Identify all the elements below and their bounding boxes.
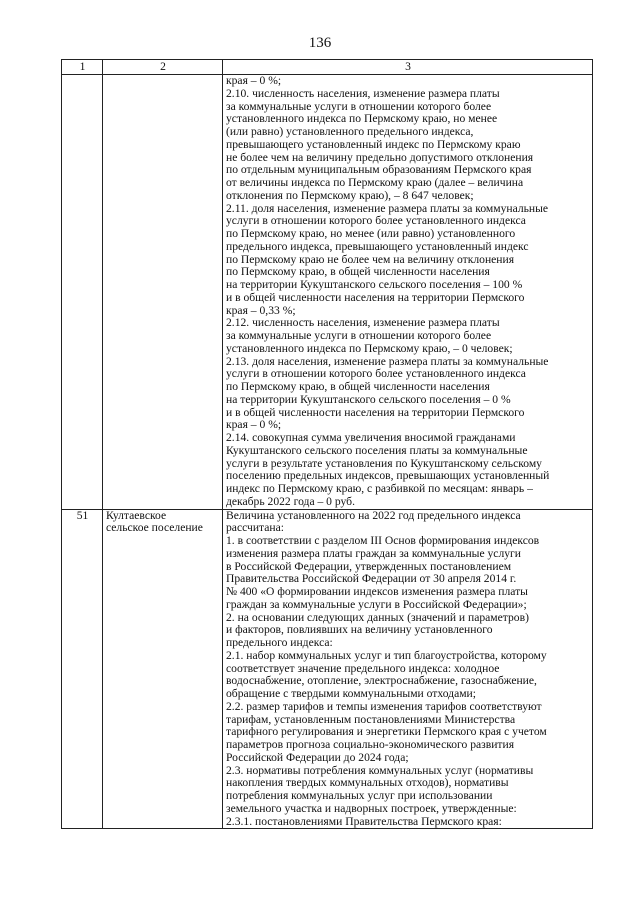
table-body: [62, 60, 593, 829]
description-line: 2.2. размер тарифов и темпы изменения тарифов соответствуют: [226, 699, 542, 713]
description-line: края – 0 %;: [226, 418, 282, 432]
description-line: граждан за коммунальные услуги в Российской Федерации»;: [226, 597, 527, 611]
description-line: не более чем на величину предельно допустимого отклонения: [226, 150, 534, 164]
description-line: 2.3. нормативы потребления коммунальных услуг (нормативы: [226, 763, 534, 777]
description-line: и в общей численности населения на территории Пермского: [226, 405, 525, 419]
description-line: Кукуштанского сельского поселения платы за коммунальные: [226, 443, 528, 457]
column-header-1: 1: [62, 60, 103, 75]
row-number-cell: [62, 75, 103, 510]
description-line: по Пермскому краю, в общей численности населения: [226, 265, 490, 279]
description-line: 2.3.1. постановлениями Правительства Пермского края:: [226, 814, 502, 828]
table-row: [62, 75, 593, 510]
description-line: услуги в результате установления по Кукуштанскому сельскому: [226, 456, 542, 470]
description-line: № 400 «О формировании индексов изменения размера платы: [226, 585, 528, 598]
description-cell: [223, 509, 593, 829]
table-row: [62, 509, 593, 829]
municipality-name-line: Култаевское: [106, 509, 167, 522]
description-line: предельного индекса:: [226, 636, 333, 649]
description-line: параметров прогноза социально-экономического развития: [226, 738, 515, 751]
description-line: за коммунальные услуги в отношении которого более: [226, 329, 492, 342]
row-number-cell: 51: [62, 509, 103, 829]
description-line: предельного индекса, превышающего установленный индекс: [226, 239, 529, 253]
description-line: соответствует значение предельного индекса: холодное: [226, 661, 500, 675]
column-header-2: 2: [103, 60, 223, 75]
description-line: (или равно) установленного предельного индекса,: [226, 125, 474, 138]
description-line: 2.10. численность населения, изменение размера платы: [226, 86, 500, 100]
description-line: индекс по Пермскому краю, с разбивкой по месяцам: январь –: [226, 482, 533, 495]
description-line: услуги в отношении которого более установленного индекса: [226, 214, 526, 228]
column-header-3: 3: [223, 60, 593, 75]
description-line: на территории Кукуштанского сельского поселения – 100 %: [226, 278, 523, 291]
description-line: изменения размера платы граждан за коммунальные услуги: [226, 546, 521, 560]
description-line: 2.1. набор коммунальных услуг и тип благоустройства, которому: [226, 648, 547, 662]
description-line: тарифного регулирования и энергетики Пермского края с учетом: [226, 725, 547, 739]
description-line: превышающего установленный индекс по Пермскому краю: [226, 137, 521, 151]
description-line: накопления твердых коммунальных отходов), нормативы: [226, 776, 509, 790]
description-line: 2.12. численность населения, изменение размера платы: [226, 316, 500, 330]
description-line: обращение с твердыми коммунальными отходами;: [226, 687, 476, 700]
description-line: потребления коммунальных услуг при использовании: [226, 789, 493, 802]
description-line: от величины индекса по Пермскому краю (далее – величина: [226, 176, 524, 189]
description-line: края – 0 %;: [226, 74, 282, 87]
description-line: по отдельным муниципальным образованиям Пермского края: [226, 163, 532, 177]
data-table: [61, 59, 593, 829]
description-line: края – 0,33 %;: [226, 303, 296, 317]
description-line: земельного участка и надворных построек, утвержденные:: [226, 801, 517, 815]
municipality-name-line: сельское поселение: [106, 521, 203, 535]
description-line: услуги в отношении которого более установленного индекса: [226, 367, 526, 381]
description-line: водоснабжение, отопление, электроснабжение, газоснабжение,: [226, 674, 537, 688]
description-line: декабрь 2022 года – 0 руб.: [226, 494, 355, 508]
description-line: установленного индекса по Пермскому краю, но менее: [226, 112, 498, 126]
description-line: по Пермскому краю, в общей численности населения: [226, 380, 490, 393]
table-header-row: [62, 60, 593, 75]
description-line: Величина установленного на 2022 год предельного индекса: [226, 509, 521, 522]
description-line: за коммунальные услуги в отношении которого более: [226, 99, 492, 113]
municipality-name-cell: [103, 75, 223, 510]
description-line: по Пермскому краю, но менее (или равно) установленного: [226, 227, 516, 240]
page-number: 136: [308, 35, 332, 51]
description-line: Российской Федерации до 2024 года;: [226, 750, 409, 764]
description-line: и факторов, повлиявших на величину установленного: [226, 623, 493, 637]
description-line: в Российской Федерации, утвержденных постановлением: [226, 559, 512, 573]
description-line: тарифам, установленным постановлениями Министерства: [226, 712, 516, 726]
municipality-name-cell: [103, 509, 223, 829]
description-cell: [223, 75, 593, 510]
description-line: установленного индекса по Пермскому краю, – 0 человек;: [226, 341, 513, 355]
description-line: и в общей численности населения на территории Пермского: [226, 290, 525, 304]
description-line: 2.13. доля населения, изменение размера платы за коммунальные: [226, 354, 549, 368]
description-line: на территории Кукуштанского сельского поселения – 0 %: [226, 392, 511, 406]
description-line: 1. в соответствии с разделом III Основ формирования индексов: [226, 534, 540, 547]
description-line: 2. на основании следующих данных (значений и параметров): [226, 610, 529, 624]
description-line: рассчитана:: [226, 521, 284, 535]
description-line: 2.11. доля населения, изменение размера платы за коммунальные: [226, 201, 549, 215]
description-line: 2.14. совокупная сумма увеличения вносимой гражданами: [226, 431, 516, 444]
description-line: отклонения по Пермскому краю), – 8 647 человек;: [226, 188, 474, 202]
description-line: по Пермскому краю не более чем на величину отклонения: [226, 252, 515, 266]
description-line: Правительства Российской Федерации от 30 апреля 2014 г.: [226, 572, 517, 586]
description-line: поселению предельных индексов, превышающих установленный: [226, 469, 550, 483]
